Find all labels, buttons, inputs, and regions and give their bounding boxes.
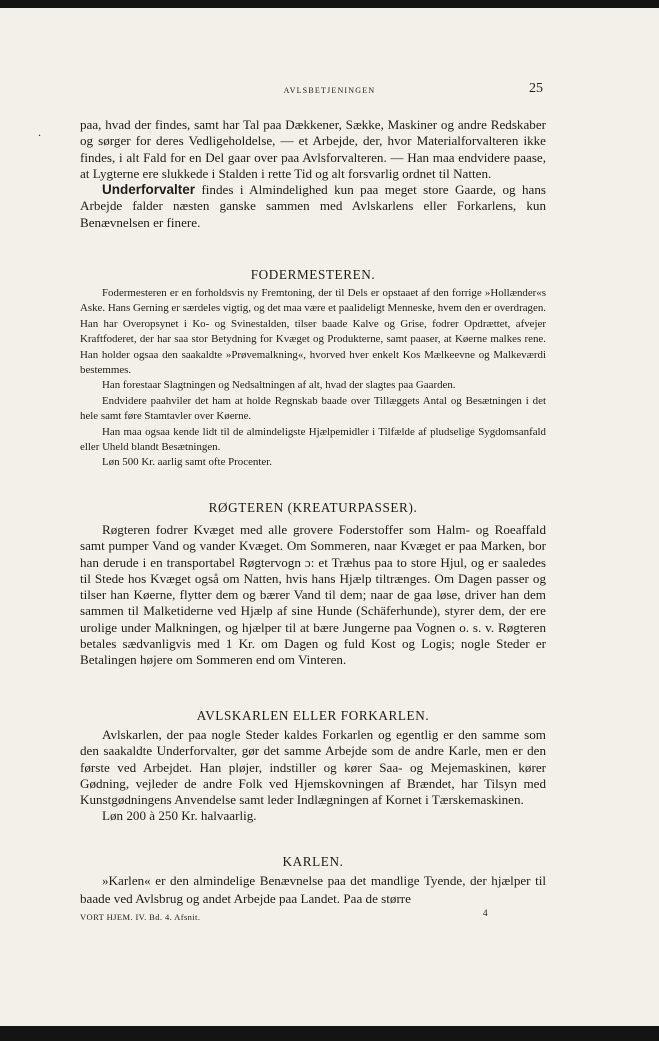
heading-fodermesteren: FODERMESTEREN.: [250, 267, 376, 282]
book-page: [0, 8, 659, 1026]
rogteren-paragraph: Røgteren fodrer Kvæget med alle grovere Foderstoffer som Halm- og Roeaffald samt pumper Vand og vander Kvæget. Om Sommeren, naar Kvæget er paa Marken, bor han derude i en transportabel Røgtervogn ɔ: et Træhus paa to store Hjul, og er saaledes til Stede hos Kvæget også om Natten, hvis hans Hjælp tiltrænges. Om Dagen passer og tilser han Køerne, flytter dem og bærer Vand til dem; naar de gaa løse, driver han dem sammen til Malketiderne ved Hjælp af sine Hunde (Schäferhunde), styrer dem, der ere urolige under Malkningen, og hjælper til at bære Jungerne paa Vognen o. s. v. Røgteren betales sædvanligvis med 1 Kr. om Dagen og fuld Kost og Logis; nogle Steder er Betalingen højere om Sommeren end om Vinteren.: [80, 522, 546, 668]
running-header: [0, 81, 659, 98]
karlen-paragraph: »Karlen« er den almindelige Benævnelse paa det mandlige Tyende, der hjælper til baade ved Avlsbrug og andet Arbejde paa Landet. Paa de større: [80, 873, 546, 906]
running-title: AVLSBETJENINGEN: [283, 86, 376, 95]
avlskarlen-section: [80, 727, 546, 825]
underforvalter-text: findes i Almindelighed kun paa meget store Gaarde, og hans Arbejde falder næsten ganske sammen med Avlskarlens eller Forkarlens, kun Benævnelsen er finere.: [80, 182, 546, 230]
page-footer: [80, 909, 550, 926]
avlskarlen-wage: Løn 200 à 250 Kr. halvaarlig.: [102, 808, 257, 824]
fodermesteren-paragraph-1: Fodermesteren er en forholdsvis ny Fremtoning, der til Dels er opstaaet af den forrige »Hollænder«s Aske. Hans Gerning er særdeles vigtig, og det maa være et paalideligt Menneske, hvem den er overdragen. Han har Overopsynet i Ko- og Svinestalden, tilser baade Kalve og Grise, fodrer Opdrættet, afvejer Kraftfoderet, der har saa stor Betydning for Kvæget og Produkterne, samt paaser, at Køerne malkes rene. Han holder ogsaa den saakaldte »Prøvemalkning«, hvorved hver enkelt Kos Mælkeevne og Malkeværdi bestemmes.: [80, 287, 546, 377]
underforvalter-paragraph: [80, 182, 546, 231]
fodermesteren-paragraph-3: Endvidere paahviler det ham at holde Regnskab baade over Tillæggets Antal og Besætningen i det hele samt føre Stamtavler over Køerne.: [80, 394, 546, 423]
karlen-section: [80, 872, 546, 908]
heading-avlskarlen: AVLSKARLEN ELLER FORKARLEN.: [196, 708, 430, 723]
rogteren-section: [80, 522, 546, 669]
margin-mark: .: [38, 125, 41, 139]
printer-signature: VORT HJEM. IV. Bd. 4. Afsnit.: [80, 912, 201, 922]
fodermesteren-paragraph-4: Han maa ogsaa kende lidt til de almindeligste Hjælpemidler i Tilfælde af pludselige Sygdomsanfald eller Uheld blandt Besætningen.: [80, 425, 546, 454]
intro-section: [80, 117, 546, 231]
underforvalter-lead: Underforvalter: [102, 182, 196, 198]
heading-karlen: KARLEN.: [282, 854, 344, 869]
intro-paragraph: paa, hvad der findes, samt har Tal paa Dækkener, Sække, Maskiner og andre Redskaber og sørger for deres Vedligeholdelse, — et Arbejde, der, hvor Materialforvalteren ikke findes, i alt Fald for en Del gaar over paa Avlsforvalteren. — Han maa endvidere paase, at Lygterne ere slukkede i Stalden i rette Tid og alt forsvarlig ordnet til Natten.: [80, 117, 546, 181]
sheet-number: 4: [482, 909, 488, 919]
heading-rogteren: RØGTEREN (KREATURPASSER).: [208, 500, 418, 515]
fodermesteren-paragraph-2: Han forestaar Slagtningen og Nedsaltningen af alt, hvad der slagtes paa Gaarden.: [102, 379, 456, 392]
avlskarlen-paragraph: Avlskarlen, der paa nogle Steder kaldes Forkarlen og egentlig er den samme som den saakaldte Underforvalter, gør det samme Arbejde som de andre Karle, men er den første ved Arbejdet. Han pløjer, indstiller og kører Saa- og Mejemaskinen, kører Gødning, vejleder de andre Folk ved Hjemskovningen af Brændet, har Tilsyn med Kunstgødningens Anvendelse samt leder Indlægningen af Kornet i Tærskemaskinen.: [80, 727, 546, 808]
fodermesteren-section: [80, 286, 546, 471]
fodermesteren-wage: Løn 500 Kr. aarlig samt ofte Procenter.: [102, 456, 272, 469]
page-number: 25: [529, 81, 543, 96]
